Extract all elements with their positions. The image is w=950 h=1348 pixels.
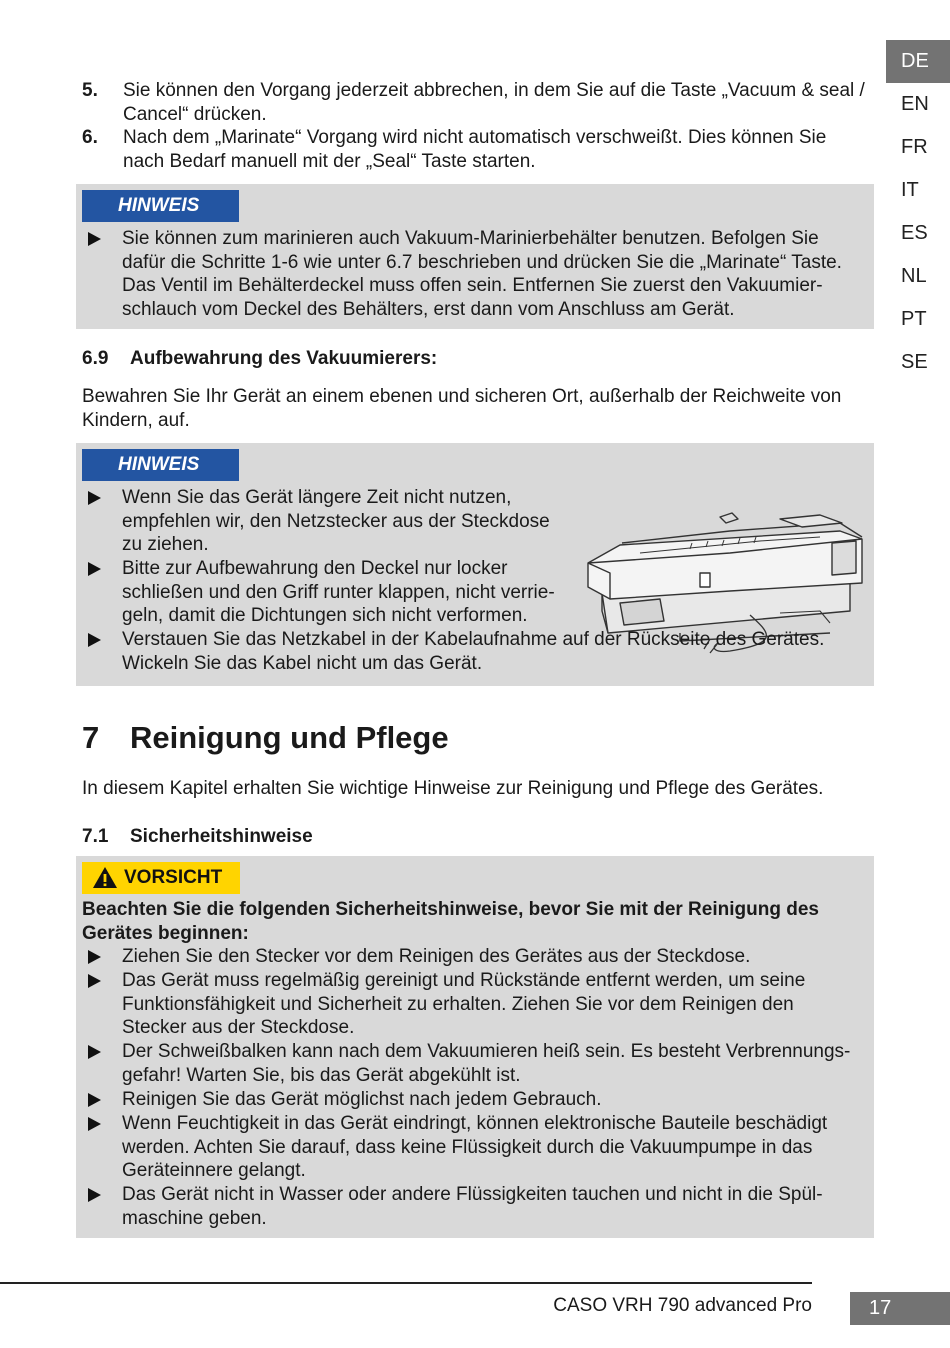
lang-tab-de[interactable]: DE — [886, 40, 950, 83]
section-number: 6.9 — [82, 348, 109, 369]
bullet-arrow-icon — [88, 1188, 101, 1202]
bullet-arrow-icon — [88, 633, 101, 647]
language-tabs — [886, 40, 950, 384]
bullet-arrow-icon — [88, 491, 101, 505]
note-box-storage — [76, 443, 874, 686]
bullet-arrow-icon — [88, 1093, 101, 1107]
bullet-text: Der Schweißbalken kann nach dem Vakuumieren heiß sein. Es besteht Verbrennungs-gefahr! Warten Sie, bis das Gerät abgekühlt ist. — [122, 1041, 851, 1086]
footer-divider — [0, 1282, 812, 1284]
bullet-text: Ziehen Sie den Stecker vor dem Reinigen des Gerätes aus der Steckdose. — [122, 946, 751, 967]
bullet-text: Wenn Sie das Gerät längere Zeit nicht nutzen, empfehlen wir, den Netzstecker aus der Steckdose zu ziehen. — [122, 487, 550, 555]
bullet-text: Das Gerät muss regelmäßig gereinigt und Rückstände entfernt werden, um seine Funktionsfähigkeit und Sicherheit zu erhalten. Ziehen Sie vor dem Reinigen den Stecker aus der Steckdose. — [122, 970, 806, 1038]
chapter-title: Reinigung und Pflege — [130, 720, 449, 755]
bullet-text: Bitte zur Aufbewahrung den Deckel nur locker schließen und den Griff runter klappen, nicht verrie-geln, damit die Dichtungen sich nicht verformen. — [122, 558, 555, 626]
caution-box — [76, 856, 874, 1238]
bullet-arrow-icon — [88, 232, 101, 246]
caution-bullet — [82, 1112, 868, 1183]
note-bullet — [82, 628, 846, 675]
bullet-arrow-icon — [88, 1117, 101, 1131]
section-heading-6-9 — [82, 348, 437, 370]
bullet-arrow-icon — [88, 974, 101, 988]
lang-tab-se[interactable]: SE — [901, 351, 928, 373]
step-text: Nach dem „Marinate“ Vorgang wird nicht automatisch verschweißt. Dies können Sie nach Bedarf manuell mit der „Seal“ Taste starten. — [123, 127, 827, 172]
bullet-arrow-icon — [88, 950, 101, 964]
lang-tab-fr[interactable]: FR — [901, 136, 928, 158]
bullet-text: Verstauen Sie das Netzkabel in der Kabelaufnahme auf der Rückseite des Gerätes. Wickeln Sie das Kabel nicht um das Gerät. — [122, 629, 825, 674]
note-bullet — [82, 227, 866, 321]
step-text: Sie können den Vorgang jederzeit abbrechen, in dem Sie auf die Taste „Vacuum & seal / Cancel“ drücken. — [123, 80, 865, 125]
list-item-step-5 — [82, 79, 872, 126]
caution-intro: Beachten Sie die folgenden Sicherheitshinweise, bevor Sie mit der Reinigung des Gerätes beginnen: — [82, 899, 819, 944]
bullet-text: Sie können zum marinieren auch Vakuum-Marinierbehälter benutzen. Befolgen Sie dafür die Schritte 1-6 wie unter 6.7 beschrieben und drücken Sie die „Marinate“ Taste. Das Ventil im Behälterdeckel muss offen sein. Entfernen Sie zuerst den Vakuumier-schlauch vom Deckel des Behälters, erst dann vom Anschluss am Gerät. — [122, 228, 842, 320]
lang-tab-pt[interactable]: PT — [901, 308, 927, 330]
caution-bullet — [82, 969, 862, 1040]
note-box-marinate — [76, 184, 874, 329]
step-number: 6. — [82, 127, 98, 148]
step-number: 5. — [82, 80, 98, 101]
bullet-arrow-icon — [88, 1045, 101, 1059]
vorsicht-label — [82, 862, 240, 894]
note-bullet — [82, 486, 554, 557]
vorsicht-text: VORSICHT — [124, 867, 223, 888]
note-bullet — [82, 557, 578, 628]
hinweis-label: HINWEIS — [82, 449, 239, 481]
caution-bullet — [82, 945, 868, 969]
lang-tab-nl[interactable]: NL — [901, 265, 927, 287]
bullet-text: Das Gerät nicht in Wasser oder andere Flüssigkeiten tauchen und nicht in die Spül-maschine geben. — [122, 1184, 823, 1229]
lang-tab-it[interactable]: IT — [901, 179, 919, 201]
section-number: 7.1 — [82, 826, 109, 847]
footer-product-name: CASO VRH 790 advanced Pro — [553, 1295, 812, 1316]
section-heading-7-1 — [82, 826, 313, 848]
section-body: Bewahren Sie Ihr Gerät an einem ebenen und sicheren Ort, außerhalb der Reichweite von Kindern, auf. — [82, 386, 842, 431]
chapter-number: 7 — [82, 720, 100, 755]
bullet-text: Reinigen Sie das Gerät möglichst nach jedem Gebrauch. — [122, 1089, 602, 1110]
hinweis-label: HINWEIS — [82, 190, 239, 222]
chapter-intro: In diesem Kapitel erhalten Sie wichtige Hinweise zur Reinigung und Pflege des Gerätes. — [82, 778, 824, 799]
chapter-heading — [82, 716, 449, 760]
caution-bullet — [82, 1088, 868, 1112]
caution-bullet — [82, 1183, 852, 1230]
lang-tab-en[interactable]: EN — [901, 93, 929, 115]
bullet-text: Wenn Feuchtigkeit in das Gerät eindringt, können elektronische Bauteile beschädigt werden. Achten Sie darauf, dass keine Flüssigkeit durch die Vakuumpumpe in das Geräteinnere gelangt. — [122, 1113, 828, 1181]
list-item-step-6 — [82, 126, 872, 173]
section-title: Aufbewahrung des Vakuumierers: — [130, 348, 438, 369]
bullet-arrow-icon — [88, 562, 101, 576]
lang-tab-es[interactable]: ES — [901, 222, 928, 244]
warning-triangle-icon — [92, 866, 118, 889]
page-number: 17 — [850, 1292, 950, 1325]
caution-bullet — [82, 1040, 874, 1087]
section-title: Sicherheitshinweise — [130, 826, 313, 847]
